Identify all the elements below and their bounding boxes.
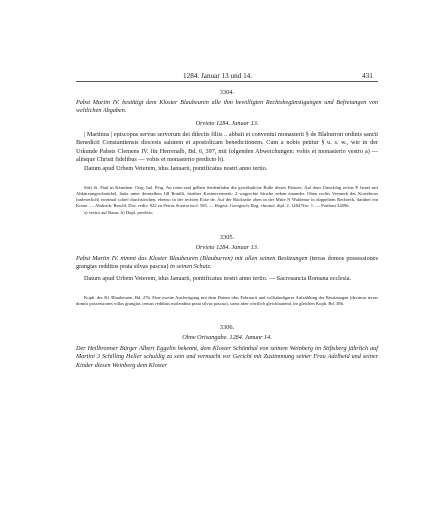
body-3304-paragraph-1: | Martinus | episcopus servus servorum dei dilectis filiis .. abbati et conventui monasterii § de Blaburron ordinis sancti Benedicti Constantiensis diocesis salutem et apostolicam benedictionem. Cum a nobis petitur § u. s. w., wie in der Urkunde Pabsts Clemens IV. für Herrenalb, Bd. 6, 397, mit folgenden Abweichungen: vobis et monasterio vestro a) — aliisque Christi fidelibus — vobis et monasterio predicto b). [76,131,378,164]
running-title: 1284. Januar 13 und 14. [183,72,253,80]
note-3304-footnotes: a) vestro auf Rasur. b) Dupl. predicto. [84,210,154,215]
document-number-3306: 3306. [219,324,235,331]
regest-3305-suffix: in seinen Schutz. [170,263,212,271]
note-3304 [76,185,378,216]
regest-3305-latin: (terras domos possessiones grangias redditus prata silvas pascua) [76,255,378,271]
regest-3305-prefix: Pabst Martin IV. nimmt das Kloster Blaubeuren (Blauburren) mit allen seinen Besitzungen [76,255,308,262]
date-line-3306: Ohne Ortsangabe. 1284. Januar 14. [182,334,272,341]
date-line-3305: Orvieto 1284. Januar 13. [195,244,259,251]
document-number-3304: 3304. [219,89,235,96]
note-3304-source: Stift St. Paul in Kärnthen. Orig. bul. Perg. An roten und gelben Seidenfäden die gewöhnliche Bulle dieses Pabstes. Auf dem Umschlag rechts P. benet mit Abkürzungsschnörkel, links unter demselben Jill Bonilli, darüber Kostenvermerk: 2 wagrechte Striche neben einander. Oben rechts Vermerk des Korrektors (unleserlich) zweimal schief durchstrichen, ebenso in der rechten Ecke de. Auf der Rückseite oben in der Mitte N Waldense in doppeltem Rechteck, darüber ein Kreuz. — Abdruck: Beschl, Doc. rediv. 922 zu Petrus Soertia excl. 583. — Regest: Georgisch, Reg. chronol. dipl. 2, 1284 Nro. 1. — Potthast 22096. [76,185,378,208]
header-rule [76,81,378,82]
body-3305: Datum apud Urbem Veterem, idus Januarii, pontificatus nostri anno tertio. — Sacrosancta Romana ecclesia. [84,275,352,282]
regest-3304: Pabst Martin IV. bestätigt dem Kloster Blaubeuren alle ihm bewilligten Rechtsbegünstigungen und Befreiungen von weltlichen Abgaben. [76,99,378,115]
regest-3306: Der Heilbronner Bürger Albert Eggelin bekennt, dem Kloster Schönthal von seinem Weinberg im Stiftsberg jährlich auf Martini 3 Schilling Heller schuldig zu sein und vermacht vor Gericht mit Zustimmung seiner Frau Adelheid und seiner Kinder diesen Weinberg dem Kloster [76,345,378,369]
document-number-3305: 3305. [219,234,235,241]
note-3305: Kopb. des Kl. Blaubeuren, Bd. 27b. Eine zweite Ausfertigung mit dem Datum idus Februarii und vollständigerer Aufzählung der Besitzungen (decimas terras domos possessiones villas grangias census redditus molendina prata silvas pascua), sonst aber wörtlich gleichlautend, im gleichen Kopb. Bd. 38b. [76,295,378,306]
date-line-3304: Orvieto 1284. Januar 13. [195,120,259,127]
regest-3305 [76,255,378,272]
body-3304 [76,131,378,173]
body-3304-paragraph-2: Datum apud Urbem Veterem, idus Januarii, pontificatus nostri anno tertio. [84,164,268,172]
page-number: 431 [362,72,373,80]
